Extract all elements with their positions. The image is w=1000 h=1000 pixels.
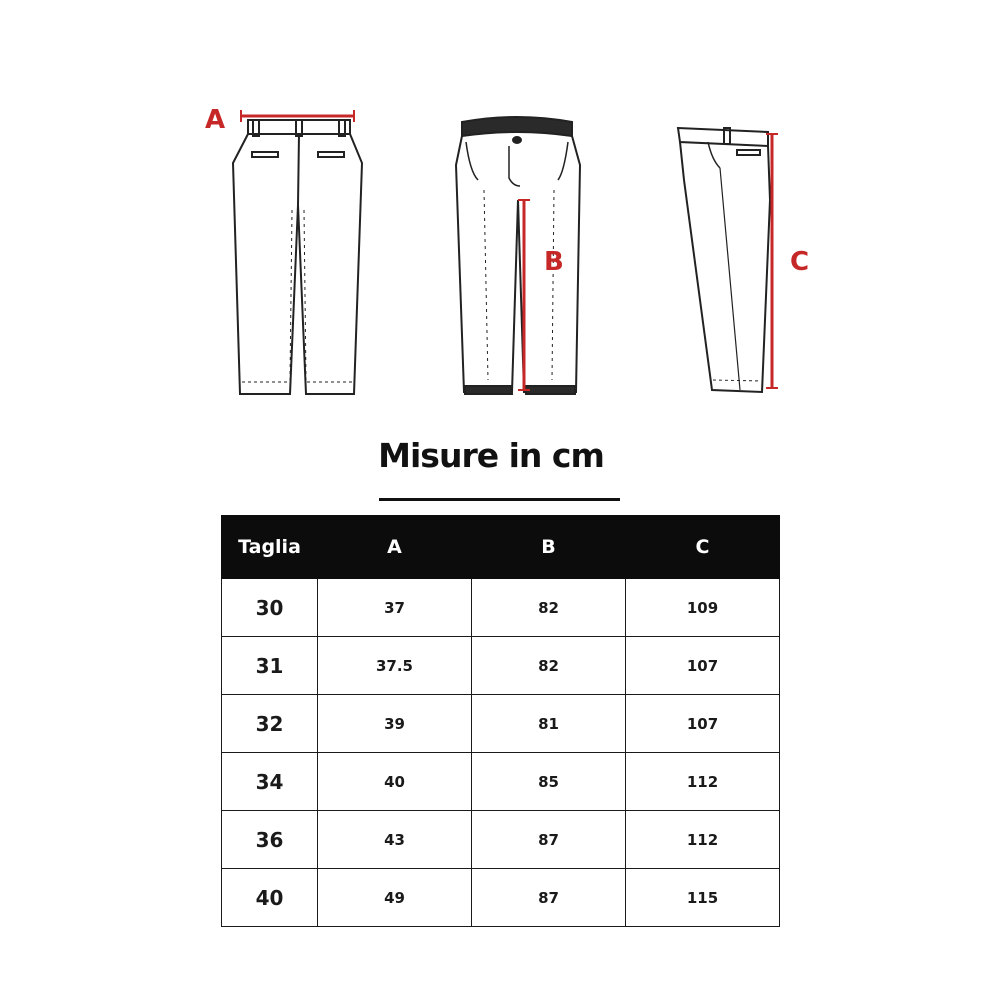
value-b: 87 <box>472 811 626 869</box>
table-header-row <box>222 516 780 579</box>
trousers-back-view <box>233 120 362 394</box>
value-b: 82 <box>472 579 626 637</box>
value-c: 107 <box>626 695 780 753</box>
size-cell: 34 <box>222 753 318 811</box>
table-row <box>222 869 780 927</box>
header-c: C <box>626 516 780 579</box>
value-b: 85 <box>472 753 626 811</box>
header-a: A <box>318 516 472 579</box>
value-b: 81 <box>472 695 626 753</box>
trousers-side-view <box>678 128 770 392</box>
label-c: C <box>790 247 810 277</box>
value-c: 112 <box>626 811 780 869</box>
value-a: 43 <box>318 811 472 869</box>
value-a: 37.5 <box>318 637 472 695</box>
value-a: 37 <box>318 579 472 637</box>
value-c: 112 <box>626 753 780 811</box>
title-underline <box>379 498 620 501</box>
value-a: 40 <box>318 753 472 811</box>
header-b: B <box>472 516 626 579</box>
value-c: 109 <box>626 579 780 637</box>
value-a: 39 <box>318 695 472 753</box>
size-cell: 36 <box>222 811 318 869</box>
label-a: A <box>205 105 226 135</box>
table-row <box>222 695 780 753</box>
page-title: Misure in cm <box>378 436 604 475</box>
size-cell: 30 <box>222 579 318 637</box>
table-row <box>222 811 780 869</box>
value-b: 82 <box>472 637 626 695</box>
table-row <box>222 579 780 637</box>
value-c: 107 <box>626 637 780 695</box>
label-b: B <box>544 247 564 277</box>
value-c: 115 <box>626 869 780 927</box>
value-b: 87 <box>472 869 626 927</box>
trousers-illustration <box>0 0 1000 420</box>
size-cell: 31 <box>222 637 318 695</box>
value-a: 49 <box>318 869 472 927</box>
header-taglia: Taglia <box>222 516 318 579</box>
size-cell: 32 <box>222 695 318 753</box>
table-row <box>222 753 780 811</box>
size-cell: 40 <box>222 869 318 927</box>
size-table <box>221 515 780 927</box>
table-row <box>222 637 780 695</box>
